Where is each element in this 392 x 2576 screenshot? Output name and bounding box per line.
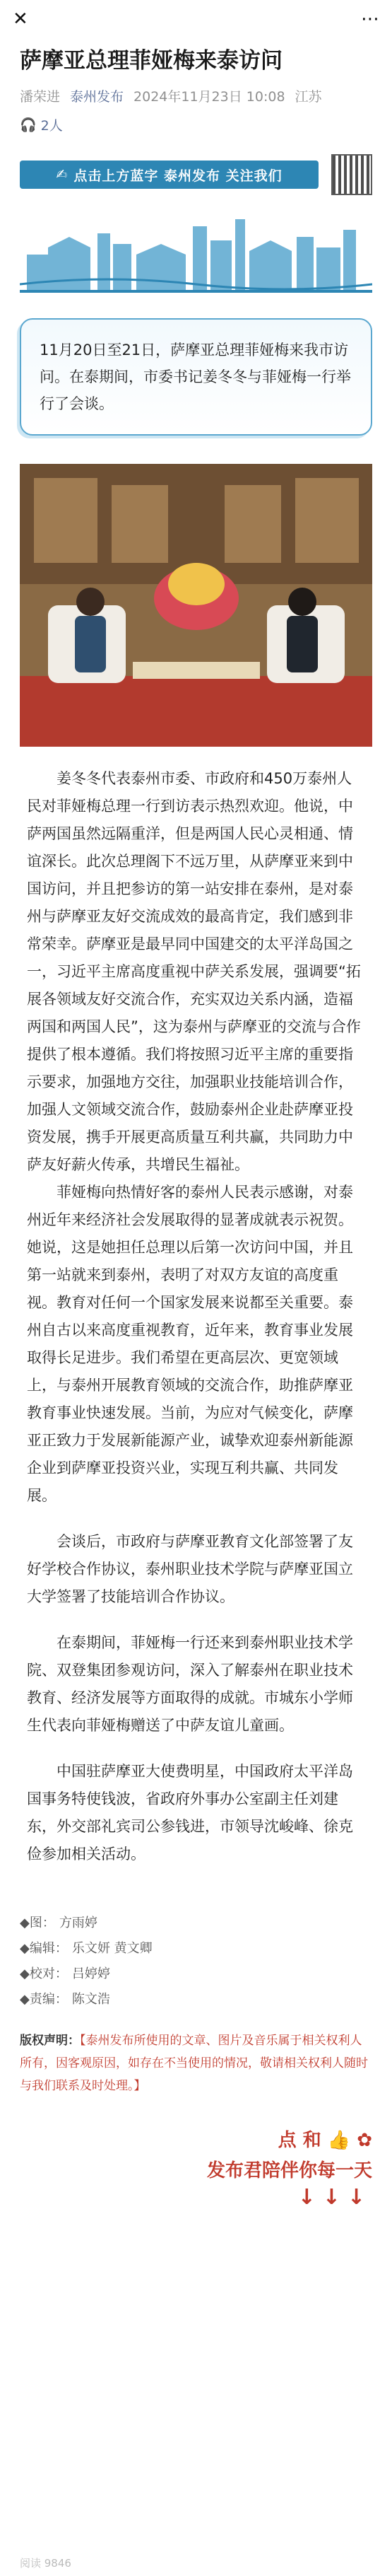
follow-banner[interactable]	[20, 154, 372, 195]
qr-code-icon	[331, 154, 372, 195]
skyline-banner	[20, 205, 372, 293]
thumbs-up-icon: 👍	[327, 2130, 351, 2151]
location: 江苏	[295, 89, 322, 105]
author: 潘荣进	[20, 89, 61, 105]
publish-datetime: 2024年11月23日 10:08	[133, 89, 285, 105]
pointer-icon: ✍	[56, 167, 69, 182]
top-bar	[0, 0, 392, 38]
credit-row	[20, 1936, 372, 1962]
article-title: 萨摩亚总理菲娅梅来泰访问	[20, 48, 283, 74]
follow-pill[interactable]	[20, 161, 319, 189]
down-arrows: ↓↓↓	[297, 2185, 372, 2210]
footer-promo	[20, 2126, 372, 2210]
copyright-text: 【泰州发布所使用的文章、图片及音乐属于相关权利人所有，因客观原因，如存在不当使用的情况，敬请相关权利人随时与我们联系及时处理。】	[20, 2034, 368, 2093]
skyline-illustration	[20, 205, 372, 290]
account-link[interactable]: 泰州发布	[70, 89, 124, 105]
paragraph: 会谈后，市政府与萨摩亚教育文化部签署了友好学校合作协议，泰州职业技术学院与萨摩亚国立大学签署了技能培训合作协议。	[27, 1533, 353, 1605]
paragraph: 菲娅梅向热情好客的泰州人民表示感谢，对泰州近年来经济社会发展取得的显著成就表示祝贺。她说，这是她担任总理以后第一次访问中国，并且第一站就来到泰州，表明了对双方友谊的高度重视。教育对任何一个国家发展来说都至关重要。泰州自古以来高度重视教育，近年来，教育事业发展取得长足进步。我们希望在更高层次、更宽领域上，与泰州开展教育领域的交流合作，助推萨摩亚教育事业快速发展。当前，为应对气候变化，萨摩亚正致力于发展新能源产业，诚挚欢迎泰州新能源企业到萨摩亚投资兴业，实现互利共赢、共同发展。	[27, 1184, 353, 1504]
article-meta	[0, 76, 392, 105]
copyright-notice	[20, 2029, 372, 2097]
credit-label: ◆编辑：	[20, 1941, 68, 1956]
credit-label: ◆图：	[20, 1916, 55, 1930]
promo-line-2: 发布君陪伴你每一天	[206, 2160, 372, 2181]
close-icon[interactable]: ✕	[13, 8, 28, 30]
promo-line-1-text: 点 和	[278, 2130, 321, 2151]
credit-value: 乐文妍 黄文卿	[71, 1941, 153, 1956]
paragraph: 中国驻萨摩亚大使费明星，中国政府太平洋岛国事务特使钱波，省政府外事办公室副主任刘建东，外交部礼宾司公参钱进，市领导沈峻峰、徐克俭参加相关活动。	[27, 1763, 353, 1863]
credit-label: ◆校对：	[20, 1966, 68, 1981]
meeting-photo[interactable]	[20, 464, 372, 747]
credit-label: ◆责编：	[20, 1992, 68, 2007]
credit-value: 陈文浩	[71, 1992, 110, 2007]
listeners-count: 2人	[40, 118, 63, 134]
listen-button[interactable]	[0, 105, 392, 134]
qr-code	[331, 154, 372, 195]
meeting-photo-illustration	[20, 464, 372, 747]
credit-row	[20, 1987, 372, 2012]
more-icon[interactable]: ⋯	[361, 8, 379, 30]
intro-box: 11月20日至21日，萨摩亚总理菲娅梅来我市访问。在泰期间，市委书记姜冬冬与菲娅梅一行举行了会谈。	[20, 318, 372, 436]
credits	[20, 1911, 372, 2012]
read-count: 阅读 9846	[20, 2557, 71, 2570]
credit-row	[20, 1962, 372, 1987]
headphones-icon: 🎧	[20, 117, 37, 133]
copyright-label: 版权声明：	[20, 2034, 80, 2048]
sparkle-icon: ✿	[357, 2130, 372, 2151]
credit-value: 吕婷婷	[71, 1966, 110, 1981]
credit-row	[20, 1911, 372, 1936]
follow-label: 点击上方蓝字 泰州发布 关注我们	[73, 168, 283, 184]
promo-line-1	[20, 2126, 372, 2152]
paragraph: 在泰期间，菲娅梅一行还来到泰州职业技术学院、双登集团参观访问，深入了解泰州在职业技术教育、经济发展等方面取得的成就。市城东小学师生代表向菲娅梅赠送了中萨友谊儿童画。	[27, 1634, 353, 1734]
credit-value: 方雨婷	[59, 1916, 97, 1930]
paragraph: 姜冬冬代表泰州市委、市政府和450万泰州人民对菲娅梅总理一行到访表示热烈欢迎。他说，中萨两国虽然远隔重洋，但是两国人民心灵相通、情谊深长。此次总理阁下不远万里，从萨摩亚来到中国访问，并且把参访的第一站安排在泰州，是对泰州与萨摩亚友好交流成效的最高肯定，我们感到非常荣幸。萨摩亚是最早同中国建交的太平洋岛国之一，习近平主席高度重视中萨关系发展，强调要“拓展各领域友好交流合作，充实双边关系内涵，造福两国和两国人民”，这为泰州与萨摩亚的交流与合作提供了根本遵循。我们将按照习近平主席的重要指示要求，加强地方交往，加强职业技能培训合作，加强人文领域交流合作，鼓励泰州企业赴萨摩亚投资发展，携手开展更高质量互利共赢，共同助力中萨友好薪火传承，共增民生福祉。	[27, 770, 361, 1173]
